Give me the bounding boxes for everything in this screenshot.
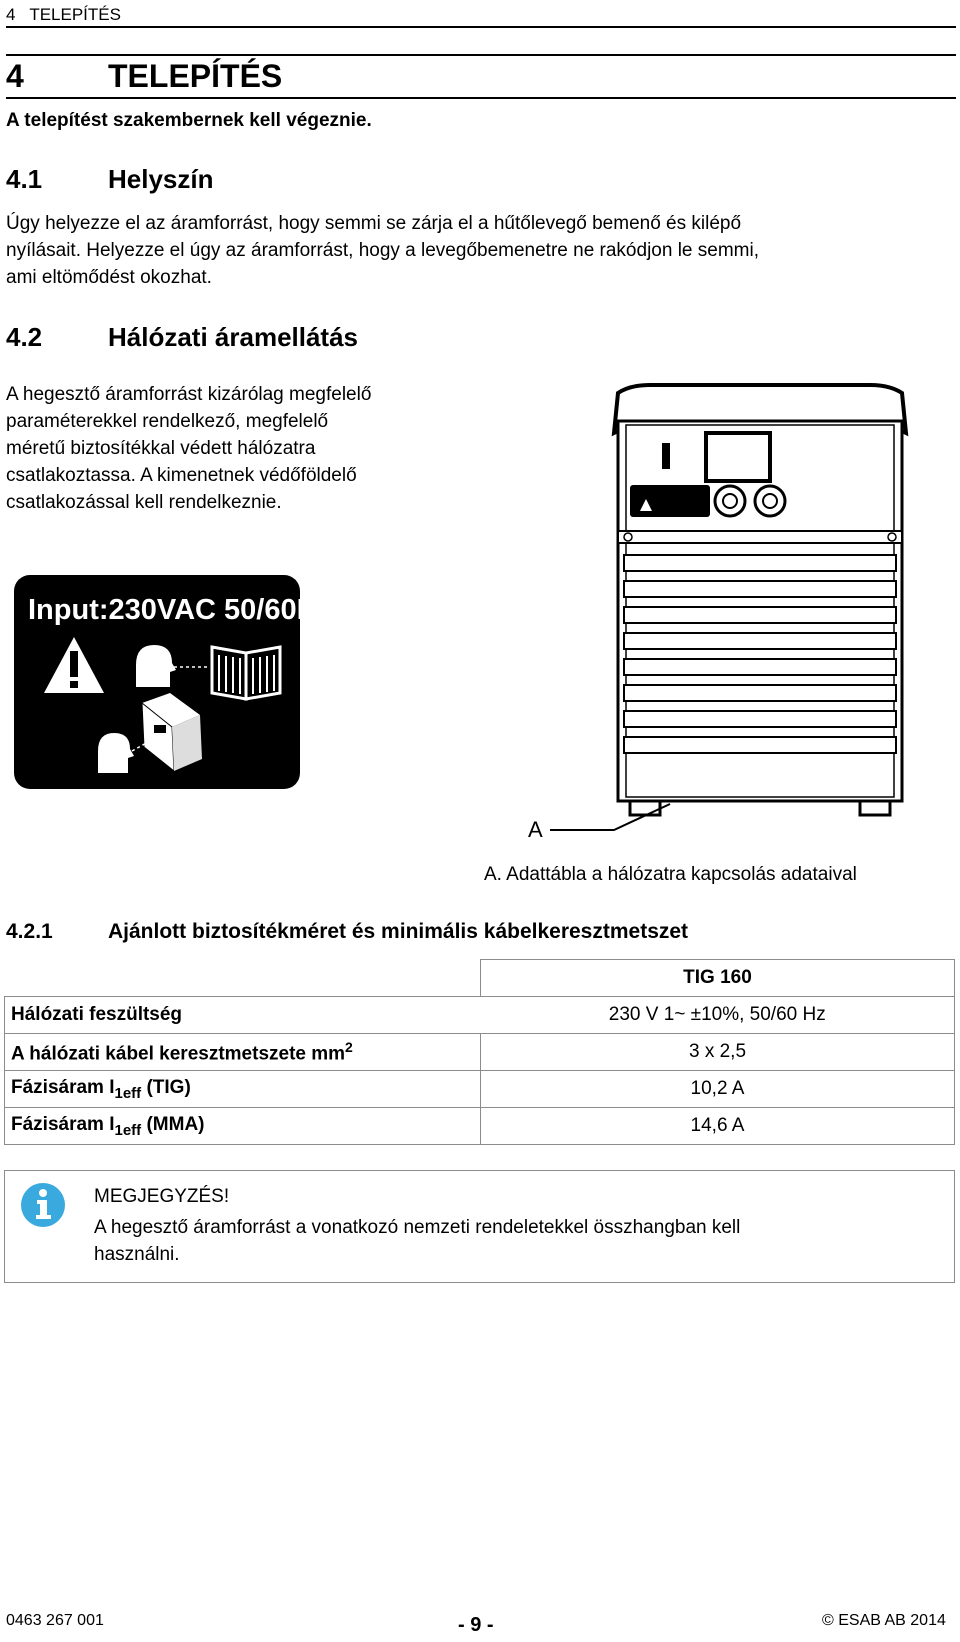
section-title: TELEPÍTÉS bbox=[108, 58, 283, 94]
paragraph-line: nyílásait. Helyezze el úgy az áramforrást, hogy a levegőbemenetre ne rakódjon le semmi, bbox=[6, 240, 759, 261]
section-top-rule bbox=[6, 54, 956, 56]
section-bottom-rule bbox=[6, 97, 956, 99]
section-number: 4 bbox=[6, 58, 24, 94]
table-row-label-text: Fázisáram I bbox=[11, 1076, 115, 1098]
note-text bbox=[94, 1214, 914, 1268]
machine-front-illustration bbox=[610, 385, 910, 835]
label-subscript: 1eff bbox=[114, 1084, 142, 1102]
table-column-header: TIG 160 bbox=[481, 960, 955, 997]
rating-plate-graphic bbox=[14, 575, 333, 789]
table-row bbox=[5, 1071, 955, 1108]
header-rule bbox=[6, 26, 956, 28]
callout-leader-line bbox=[546, 800, 676, 834]
table-row-label-text: Fázisáram I bbox=[11, 1113, 115, 1135]
rating-text: Input:230VAC 50/60Hz bbox=[28, 594, 333, 626]
connector-minus-icon bbox=[715, 486, 745, 516]
section-heading bbox=[6, 58, 282, 95]
table-row-value: 14,6 A bbox=[481, 1108, 955, 1145]
note-title: MEGJEGYZÉS! bbox=[94, 1186, 230, 1207]
section-lead: A telepítést szakembernek kell végeznie. bbox=[6, 110, 372, 131]
table-row-label bbox=[5, 1071, 481, 1108]
label-superscript: 2 bbox=[345, 1038, 353, 1055]
footer-page-number: - 9 - bbox=[458, 1614, 494, 1636]
table-row-value: 10,2 A bbox=[481, 1071, 955, 1108]
note-line: A hegesztő áramforrást a vonatkozó nemzeti rendeletekkel összhangban kell bbox=[94, 1217, 741, 1238]
subsection-4-2-text bbox=[6, 381, 371, 516]
table-row-label-text: A hálózati kábel keresztmetszete mm bbox=[11, 1043, 346, 1065]
label-subscript: 1eff bbox=[114, 1121, 142, 1139]
paragraph-line: Úgy helyezze el az áramforrást, hogy semmi se zárja el a hűtőlevegő bemenő és kilépő bbox=[6, 213, 742, 234]
subsection-4-2-number: 4.2 bbox=[6, 322, 43, 352]
subsection-4-2-title: Hálózati áramellátás bbox=[108, 322, 359, 352]
figure-caption: A. Adattábla a hálózatra kapcsolás adataival bbox=[484, 864, 857, 885]
power-switch-icon bbox=[662, 443, 670, 469]
table-row-label-tail: (TIG) bbox=[141, 1076, 191, 1098]
table-row-label bbox=[5, 1108, 481, 1145]
subsection-4-2-1-number: 4.2.1 bbox=[6, 920, 53, 943]
table-header-empty-cell bbox=[5, 960, 481, 997]
subsection-4-1-heading bbox=[6, 164, 214, 195]
table-row bbox=[5, 1034, 955, 1071]
table-row bbox=[5, 1108, 955, 1145]
paragraph-line: csatlakoztassa. A kimenetnek védőföldelő bbox=[6, 465, 357, 486]
footer-copyright: © ESAB AB 2014 bbox=[822, 1612, 946, 1629]
paragraph-line: csatlakozással kell rendelkeznie. bbox=[6, 492, 282, 513]
subsection-4-2-1-title: Ajánlott biztosítékméret és minimális kábelkeresztmetszet bbox=[108, 920, 689, 943]
table-row-value: 3 x 2,5 bbox=[481, 1034, 955, 1071]
subsection-4-1-title: Helyszín bbox=[108, 164, 214, 194]
rating-label-marker bbox=[630, 485, 710, 517]
running-header: 4 TELEPÍTÉS bbox=[6, 5, 121, 24]
connector-plus-icon bbox=[755, 486, 785, 516]
paragraph-line: méretű biztosítékkal védett hálózatra bbox=[6, 438, 316, 459]
subsection-4-2-1-heading bbox=[6, 920, 688, 944]
paragraph-line: A hegesztő áramforrást kizárólag megfelelő bbox=[6, 384, 372, 405]
paragraph-line: ami eltömődést okozhat. bbox=[6, 267, 212, 288]
footer-doc-number: 0463 267 001 bbox=[6, 1612, 104, 1629]
subsection-4-2-heading bbox=[6, 322, 358, 353]
table-row-label bbox=[5, 1034, 481, 1071]
table-row-label-tail: (MMA) bbox=[141, 1113, 205, 1135]
table-header-row bbox=[5, 960, 955, 997]
subsection-4-1-text bbox=[6, 210, 759, 291]
specification-table bbox=[4, 959, 955, 1145]
info-icon bbox=[20, 1182, 66, 1228]
machine-front-graphic bbox=[610, 385, 910, 835]
paragraph-line: paraméterekkel rendelkező, megfelelő bbox=[6, 411, 329, 432]
note-line: használni. bbox=[94, 1244, 180, 1265]
rating-plate-label bbox=[14, 575, 333, 789]
subsection-4-1-number: 4.1 bbox=[6, 164, 43, 194]
display-icon bbox=[706, 433, 770, 481]
figure-callout: A bbox=[528, 817, 543, 842]
table-row bbox=[5, 997, 955, 1034]
table-row-label: Hálózati feszültség bbox=[5, 997, 481, 1034]
table-row-value: 230 V 1~ ±10%, 50/60 Hz bbox=[481, 997, 955, 1034]
